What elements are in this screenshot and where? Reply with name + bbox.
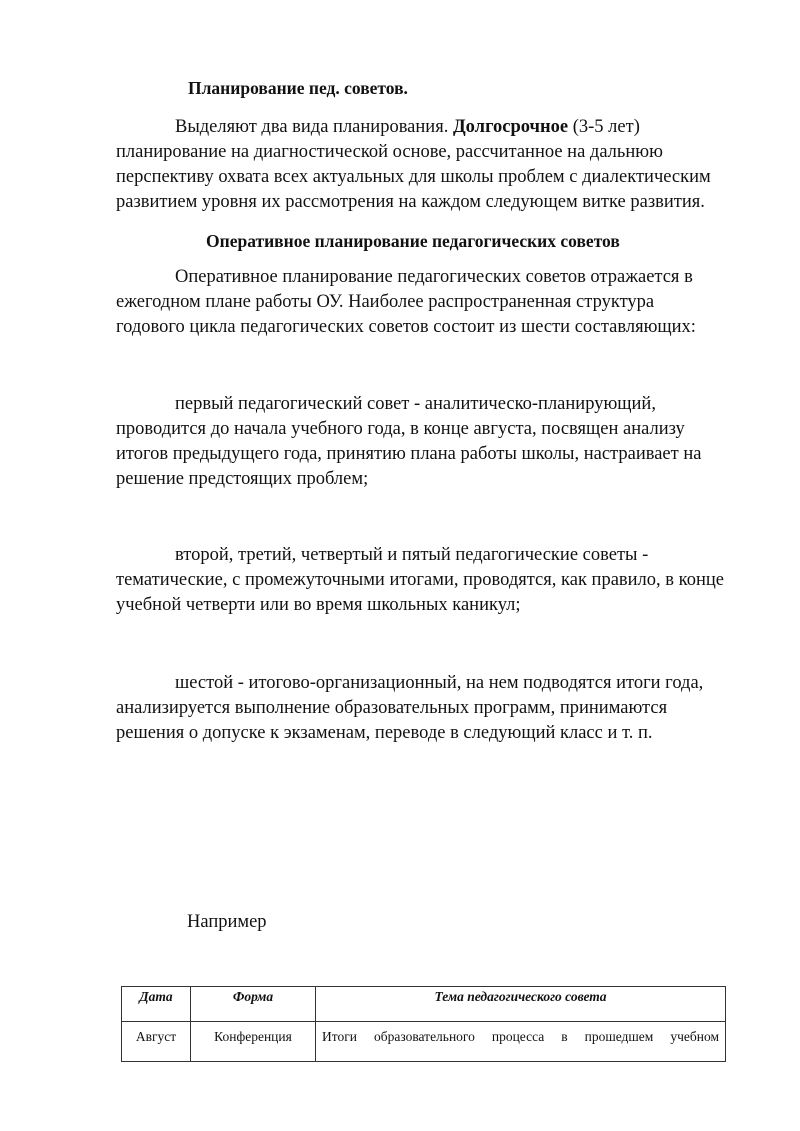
councils-table [121,986,726,1062]
page-title: Планирование пед. советов. [188,78,408,98]
header-topic: Тема педагогического совета [316,987,726,1022]
example-label: Например [187,912,267,932]
operative-line-1: Оперативное планирование педагогических советов отражается в [175,267,693,287]
table-header-row [122,987,726,1022]
intro-line-3: перспективу охвата всех актуальных для школы проблем с диалектическим [116,167,711,187]
operative-line-3: годового цикла педагогических советов состоит из шести составляющих: [116,317,696,337]
list-item-first-council: первый педагогический совет - аналитическо-планирующий, проводится до начала учебного года, в конце августа, посвящен анализу итогов предыдущего года, принятию плана работы школы, настраивает на решение предстоящих проблем; [116,394,702,489]
cell-date: Август [122,1022,191,1062]
cell-topic: Итоги образовательного процесса в прошедшем учебном [316,1022,726,1062]
intro-line-2: планирование на диагностической основе, рассчитанное на дальнюю [116,142,663,162]
section-subtitle: Оперативное планирование педагогических советов [206,231,620,251]
header-form: Форма [191,987,316,1022]
intro-paragraph [116,115,736,215]
list-item-thematic-councils: второй, третий, четвертый и пятый педагогические советы - тематические, с промежуточными итогами, проводятся, как правило, в конце учебной четверти или во время школьных каникул; [116,545,724,615]
list-item-final-council: шестой - итогово-организационный, на нем подводятся итоги года, анализируется выполнение образовательных программ, принимаются решения о допуске к экзаменам, переводе в следующий класс и т. п. [116,673,704,743]
intro-line-4: развитием уровня их рассмотрения на каждом следующем витке развития. [116,192,705,212]
intro-bold-term: Долгосрочное [452,117,569,137]
table-row [122,1022,726,1062]
operative-paragraph [116,265,736,340]
cell-form: Конференция [191,1022,316,1062]
intro-line-1: Выделяют два вида планирования. Долгосрочное (3-5 лет) [175,117,640,137]
operative-line-2: ежегодном плане работы ОУ. Наиболее распространенная структура [116,292,655,312]
header-date: Дата [122,987,191,1022]
